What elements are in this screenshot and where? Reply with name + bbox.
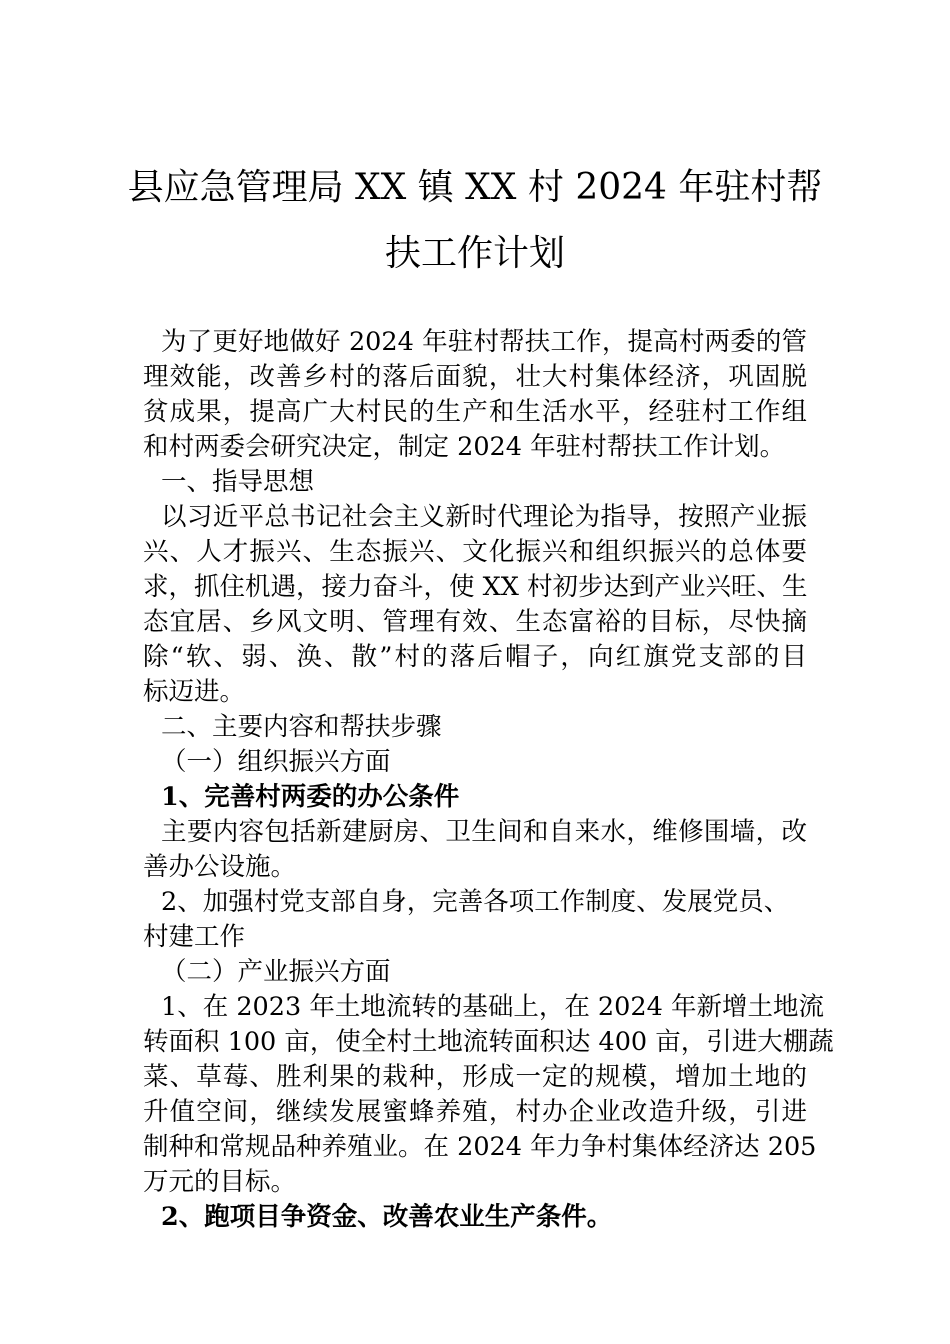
- body-line: 理效能，改善乡村的落后面貌，壮大村集体经济，巩固脱: [143, 362, 807, 392]
- body-line: 1、完善村两委的办公条件: [161, 782, 460, 812]
- body-line: 2、跑项目争资金、改善农业生产条件。: [161, 1202, 613, 1232]
- document-body: [143, 325, 834, 1235]
- body-line: 制种和常规品种养殖业。在 2024 年力争村集体经济达 205: [143, 1132, 817, 1162]
- body-line: 1、在 2023 年土地流转的基础上，在 2024 年新增土地流: [161, 992, 824, 1022]
- body-line: 标迈进。: [143, 677, 246, 707]
- body-line: 除“软、弱、涣、散”村的落后帽子，向红旗党支部的目: [143, 642, 807, 672]
- document-title-line-2: 扶工作计划: [384, 233, 565, 274]
- body-line: 转面积 100 亩，使全村土地流转面积达 400 亩，引进大棚蔬: [143, 1027, 834, 1057]
- body-line: 贫成果，提高广大村民的生产和生活水平，经驻村工作组: [143, 397, 807, 427]
- body-line: 一、指导思想: [161, 467, 315, 497]
- body-line: 万元的目标。: [143, 1167, 297, 1197]
- body-line: 以习近平总书记社会主义新时代理论为指导，按照产业振: [161, 502, 807, 532]
- body-line: 和村两委会研究决定，制定 2024 年驻村帮扶工作计划。: [143, 432, 786, 462]
- body-line: 善办公设施。: [143, 852, 297, 882]
- body-line: 2、加强村党支部自身，完善各项工作制度、发展党员、: [161, 887, 790, 917]
- body-line: （二）产业振兴方面: [161, 957, 391, 987]
- document-title-line-1: 县应急管理局 XX 镇 XX 村 2024 年驻村帮: [127, 167, 823, 208]
- body-line: 兴、人才振兴、生态振兴、文化振兴和组织振兴的总体要: [143, 537, 807, 567]
- body-line: 求，抓住机遇，接力奋斗，使 XX 村初步达到产业兴旺、生: [143, 572, 808, 602]
- body-line: 村建工作: [143, 922, 246, 952]
- body-line: （一）组织振兴方面: [161, 747, 391, 777]
- body-line: 升值空间，继续发展蜜蜂养殖，村办企业改造升级，引进: [143, 1097, 807, 1127]
- body-line: 为了更好地做好 2024 年驻村帮扶工作，提高村两委的管: [161, 327, 807, 357]
- body-line: 二、主要内容和帮扶步骤: [161, 712, 442, 742]
- body-line: 态宜居、乡风文明、管理有效、生态富裕的目标，尽快摘: [143, 607, 807, 637]
- body-line: 菜、草莓、胜利果的栽种，形成一定的规模，增加土地的: [143, 1062, 807, 1092]
- body-line: 主要内容包括新建厨房、卫生间和自来水，维修围墙，改: [161, 817, 807, 847]
